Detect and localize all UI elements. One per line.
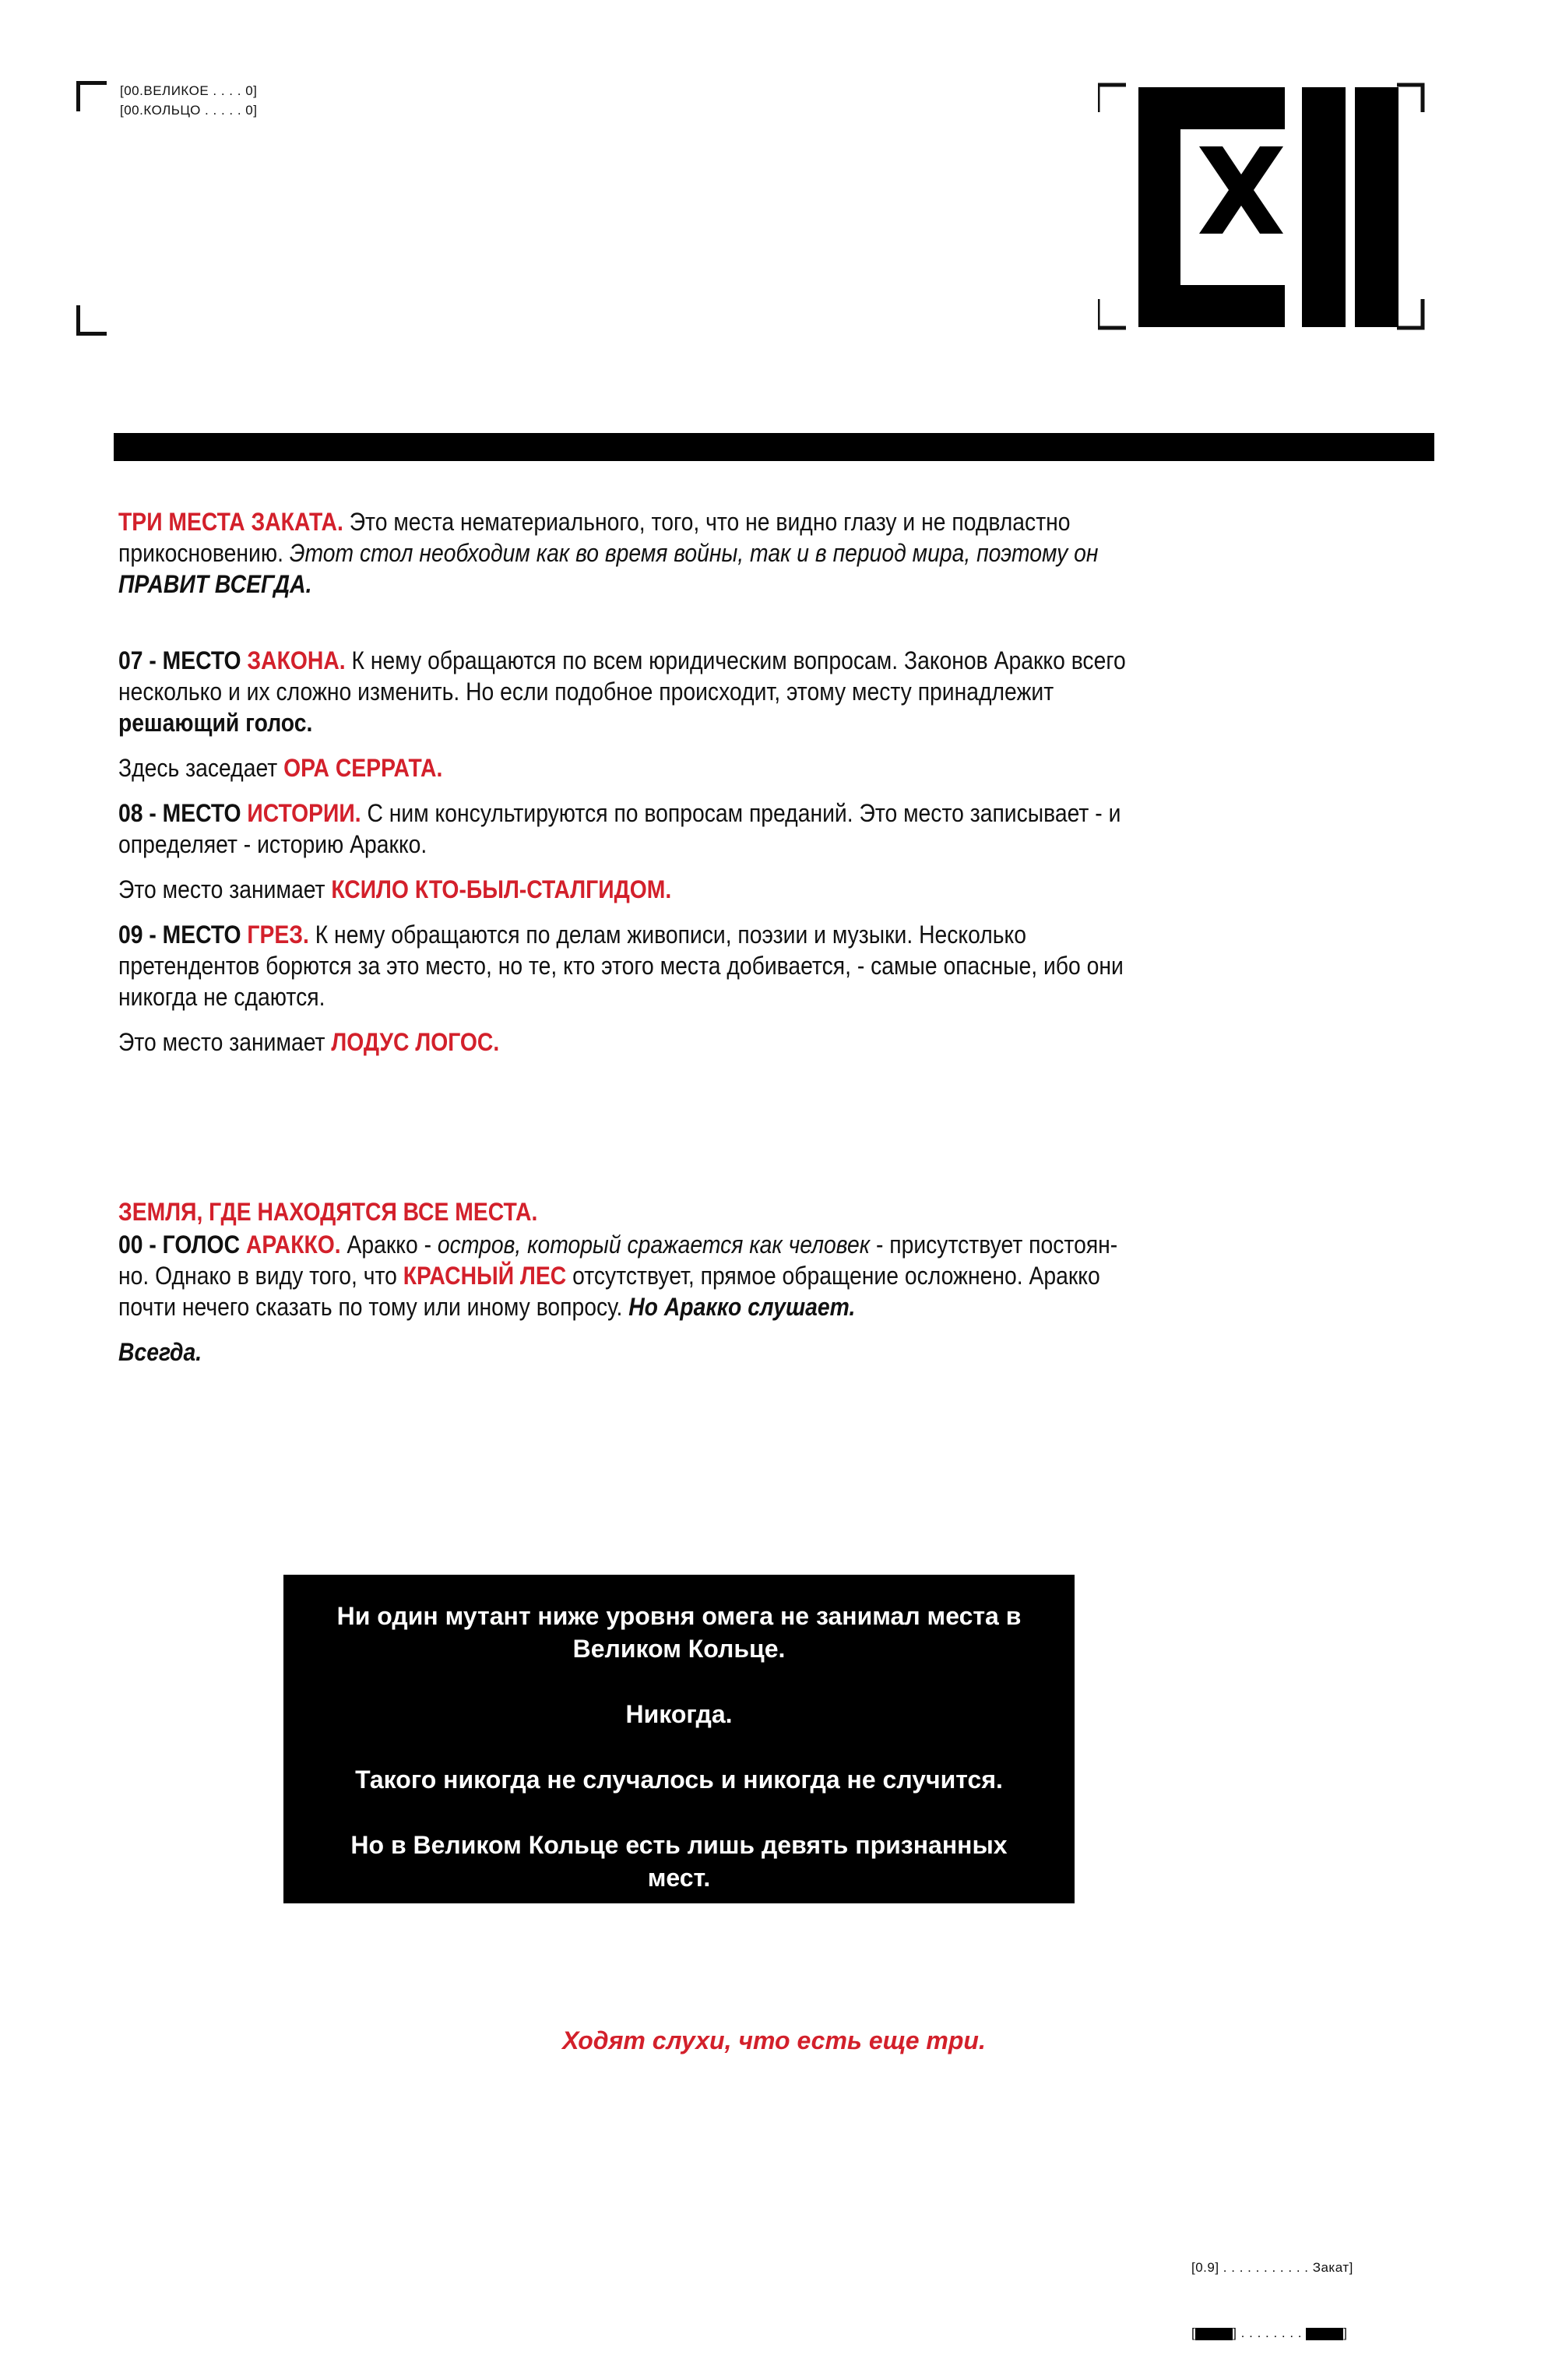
main-content [118, 506, 1131, 1368]
header-reference-line1: [00.ВЕЛИКОЕ . . . . 0] [120, 83, 258, 98]
section-italic-text: Этот стол необходим как во время войны, так и в период мира, поэтому он [289, 539, 1099, 567]
section-bold-italic-text: ПРАВИТ ВСЕГДА. [118, 570, 312, 598]
section-land-heading: ЗЕМЛЯ, ГДЕ НАХОДЯТСЯ ВСЕ МЕСТА. [118, 1198, 538, 1226]
header-reference-line2: [00.КОЛЬЦО . . . . . 0] [120, 103, 258, 118]
voice-bold-italic: Но Аракко слушает. [628, 1293, 856, 1321]
seat-text: Это место занимает [118, 875, 332, 903]
seat-text: Это место занимает [118, 1028, 332, 1056]
section-sunset-places [118, 506, 1131, 600]
footer-reference-line2 [1191, 2322, 1353, 2344]
place-name: ГРЕЗ. [247, 921, 309, 949]
frame-corner-top-left [76, 81, 107, 111]
section-heading: ТРИ МЕСТА ЗАКАТА. [118, 508, 343, 536]
x-bracket-logo-icon [1098, 81, 1425, 330]
redacted-block-icon [1306, 2328, 1343, 2340]
seat-name: ЛОДУС ЛОГОС. [331, 1028, 500, 1056]
quote-box [283, 1575, 1075, 1903]
place-text: С ним консультируются по вопросам преданий. Это место записывает - и определяет - историю Аракко. [118, 799, 1121, 858]
footer-reference-line1: [0.9] . . . . . . . . . . . Закат] [1191, 2260, 1353, 2275]
footer-dots: ] . . . . . . . . [1233, 2325, 1307, 2340]
voice-prefix: 00 - ГОЛОС [118, 1230, 246, 1259]
place-08 [118, 797, 1131, 860]
rumor-text: Ходят слухи, что есть еще три. [562, 2026, 986, 2054]
voice-text-2: - присутствует постоян-но. Однако в виду того, что [118, 1230, 1118, 1290]
header-reference [120, 81, 257, 120]
top-divider-bar [114, 433, 1434, 461]
place-text: К нему обращаются по делам живописи, поэзии и музыки. Несколько претендентов борются за это место, но те, кто этого места добивается, - самые опасные, ибо они никогда не сдаются. [118, 921, 1124, 1011]
frame-corner-bottom-left [76, 305, 107, 336]
footer-reference [1191, 2213, 1353, 2366]
section-text: Это места нематериального, того, что не видно глазу и не подвластно прикосновению. [118, 508, 1071, 567]
place-09 [118, 919, 1131, 1012]
quote-line-3: Такого никогда не случалось и никогда не случится. [355, 1766, 1003, 1794]
redacted-block-icon [1195, 2328, 1233, 2340]
voice-name: АРАККО. [245, 1230, 341, 1259]
footer-bracket-close: ] [1343, 2325, 1348, 2340]
place-08-seat [118, 874, 1131, 905]
voice-italic-1: остров, который сражается как человек [437, 1230, 871, 1259]
voice-text-3: отсутствует, прямое обращение осложнено. Аракко почти нечего сказать по тому или иному вопросу. [118, 1262, 1100, 1321]
voice-red-forest: КРАСНЫЙ ЛЕС [403, 1262, 567, 1290]
seat-text: Здесь заседает [118, 754, 284, 782]
place-prefix: 08 - МЕСТО [118, 799, 248, 827]
place-name: ЗАКОНА. [247, 646, 346, 674]
place-prefix: 07 - МЕСТО [118, 646, 248, 674]
place-09-seat [118, 1026, 1131, 1058]
place-prefix: 09 - МЕСТО [118, 921, 248, 949]
quote-line-4: Но в Великом Кольце есть лишь девять признанных мест. [350, 1831, 1008, 1892]
voice-closing: Всегда. [118, 1338, 202, 1366]
place-07-seat [118, 752, 1131, 783]
footer-bracket-open: [ [1191, 2325, 1196, 2340]
quote-line-2: Никогда. [625, 1700, 733, 1728]
seat-name: КСИЛО КТО-БЫЛ-СТАЛГИДОМ. [331, 875, 672, 903]
place-text: К нему обращаются по всем юридическим вопросам. Законов Аракко всего несколько и их сложно изменить. Но если подобное происходит, этому месту принадлежит [118, 646, 1126, 706]
place-name: ИСТОРИИ. [247, 799, 361, 827]
place-bold-text: решающий голос. [118, 709, 313, 737]
place-07 [118, 645, 1131, 738]
quote-line-1: Ни один мутант ниже уровня омега не занимал места в Великом Кольце. [336, 1602, 1022, 1663]
seat-name: ОРА СЕРРАТА. [283, 754, 443, 782]
voice-text-1: Аракко - [340, 1230, 438, 1259]
voice-arakko [118, 1229, 1131, 1322]
